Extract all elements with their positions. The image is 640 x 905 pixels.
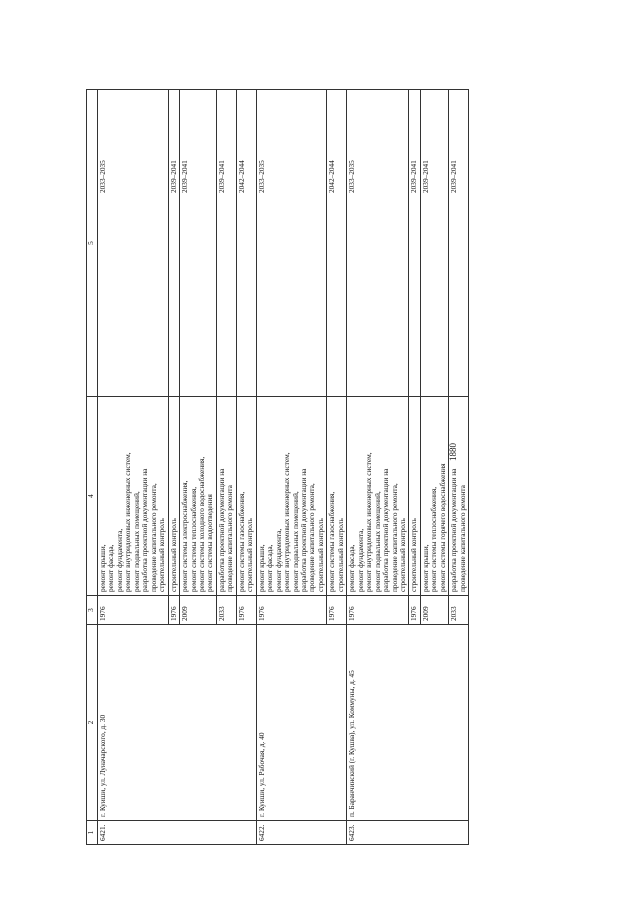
work-item: ремонт подвальных помещений, (290, 491, 300, 592)
period-value: 2033–2035 (98, 160, 107, 193)
work-types-cell (216, 397, 236, 596)
year-cell: 1976 (409, 596, 420, 625)
capital-repair-table (86, 89, 469, 845)
work-item: ремонт фундамента, (273, 528, 283, 592)
work-item: ремонт крыши, (256, 544, 266, 592)
work-item: ремонт системы теплоснабжения, (188, 486, 198, 592)
work-item: разработка проектной документации на (216, 468, 226, 592)
work-item: ремонт системы теплоснабжения, (429, 486, 439, 592)
period-cell (420, 90, 448, 397)
header-col-1: 1 (87, 821, 98, 845)
work-item: ремонт подвальных помещений, (372, 491, 382, 592)
record-address: г. Куиши, ул. Рабочая, д. 40 (256, 625, 347, 821)
work-item: ремонт фундамента, (114, 528, 124, 592)
year-cell: 1976 (327, 596, 347, 625)
work-item: разработка проектной документации на (381, 468, 391, 592)
work-item: ремонт системы газоснабжения, (236, 491, 246, 592)
period-cell (180, 90, 217, 397)
work-item: проведение капитального ремонта, (389, 483, 399, 592)
period-cell (168, 90, 179, 397)
period-cell (347, 90, 409, 397)
work-types-cell (327, 397, 347, 596)
work-item: разработка проектной документации на (140, 468, 150, 592)
period-value: 2039–2041 (449, 160, 459, 193)
year-cell: 2033 (216, 596, 236, 625)
table-row (347, 90, 409, 845)
work-item: ремонт системы водоотведения (205, 494, 215, 592)
header-row (87, 90, 98, 845)
work-item: ремонт внутридомовых инженерных систем, (364, 452, 374, 592)
header-col-3: 3 (87, 596, 98, 625)
period-value: 2033–2035 (256, 160, 266, 193)
period-cell (216, 90, 236, 397)
work-item: строительный контроль (157, 518, 167, 592)
year-cell: 2009 (420, 596, 448, 625)
work-types-cell (98, 397, 169, 596)
period-value: 2039–2041 (420, 160, 430, 193)
work-types-cell (347, 397, 409, 596)
work-item: строительный контроль (315, 518, 325, 592)
period-cell (449, 90, 469, 397)
work-types-cell (420, 397, 448, 596)
period-value: 2039–2041 (168, 160, 178, 193)
year-cell: 1976 (236, 596, 256, 625)
work-item: проведение капитального ремонта, (148, 483, 158, 592)
work-item: строительный контроль (335, 518, 345, 592)
work-item: ремонт фасада, (265, 544, 275, 592)
work-item: проведение капитального ремонта (225, 485, 235, 592)
work-item: строительный контроль (409, 518, 419, 592)
record-address: п. Баранчинский (г. Кушва), ул. Коммуны, д. 45 (347, 625, 469, 821)
record-address: г. Куиши, ул. Луначарского, д. 30 (98, 625, 257, 821)
work-types-cell (256, 397, 327, 596)
period-value: 2033–2035 (347, 160, 357, 193)
work-item: ремонт системы горячего водоснабжения (437, 463, 447, 592)
work-types-cell (168, 397, 179, 596)
year-cell: 1976 (168, 596, 179, 625)
year-cell: 1976 (98, 596, 169, 625)
work-types-cell (409, 397, 420, 596)
work-item: строительный контроль (397, 518, 407, 592)
table-row (256, 90, 327, 845)
period-value: 2039–2041 (180, 160, 190, 193)
page-number: 1880 (448, 443, 458, 461)
header-col-2: 2 (87, 625, 98, 821)
work-item: ремонт системы холодного водоснабжения, (196, 456, 206, 592)
work-types-cell (180, 397, 217, 596)
period-value: 2039–2041 (409, 160, 419, 193)
work-item: строительный контроль (168, 518, 178, 592)
table-row (98, 90, 169, 845)
work-item: ремонт фундамента, (355, 528, 365, 592)
table-body (98, 90, 469, 845)
work-item: ремонт подвальных помещений, (131, 491, 141, 592)
year-cell: 2009 (180, 596, 217, 625)
record-number: 6423. (347, 821, 469, 845)
period-cell (98, 90, 169, 397)
work-item: разработка проектной документации на (449, 468, 459, 592)
work-item: проведение капитального ремонта, (307, 483, 317, 592)
period-value: 2039–2041 (216, 160, 226, 193)
year-cell: 1976 (256, 596, 327, 625)
work-item: разработка проектной документации на (298, 468, 308, 592)
header-col-4: 4 (87, 397, 98, 596)
work-item: ремонт фасада, (347, 544, 357, 592)
work-types-cell (236, 397, 256, 596)
work-item: ремонт внутридомовых инженерных систем, (123, 452, 133, 592)
period-cell (409, 90, 420, 397)
year-cell: 1976 (347, 596, 409, 625)
period-cell (327, 90, 347, 397)
period-cell (256, 90, 327, 397)
year-cell: 2033 (449, 596, 469, 625)
work-item: ремонт системы электроснабжения, (180, 480, 190, 592)
work-types-cell (449, 397, 469, 596)
work-item: ремонт крыши, (420, 544, 430, 592)
work-item: строительный контроль (245, 518, 255, 592)
header-col-5: 5 (87, 90, 98, 397)
work-item: ремонт фасада, (106, 544, 116, 592)
period-value: 2042–2044 (327, 160, 337, 193)
work-item: ремонт внутридомовых инженерных систем, (282, 452, 292, 592)
capital-repair-table-wrapper (86, 90, 590, 845)
period-cell (236, 90, 256, 397)
work-item: ремонт крыши, (98, 544, 107, 592)
work-item: проведение капитального ремонта (457, 485, 467, 592)
record-number: 6421. (98, 821, 257, 845)
period-value: 2042–2044 (236, 160, 246, 193)
record-number: 6422. (256, 821, 347, 845)
work-item: ремонт системы газоснабжения, (327, 491, 337, 592)
